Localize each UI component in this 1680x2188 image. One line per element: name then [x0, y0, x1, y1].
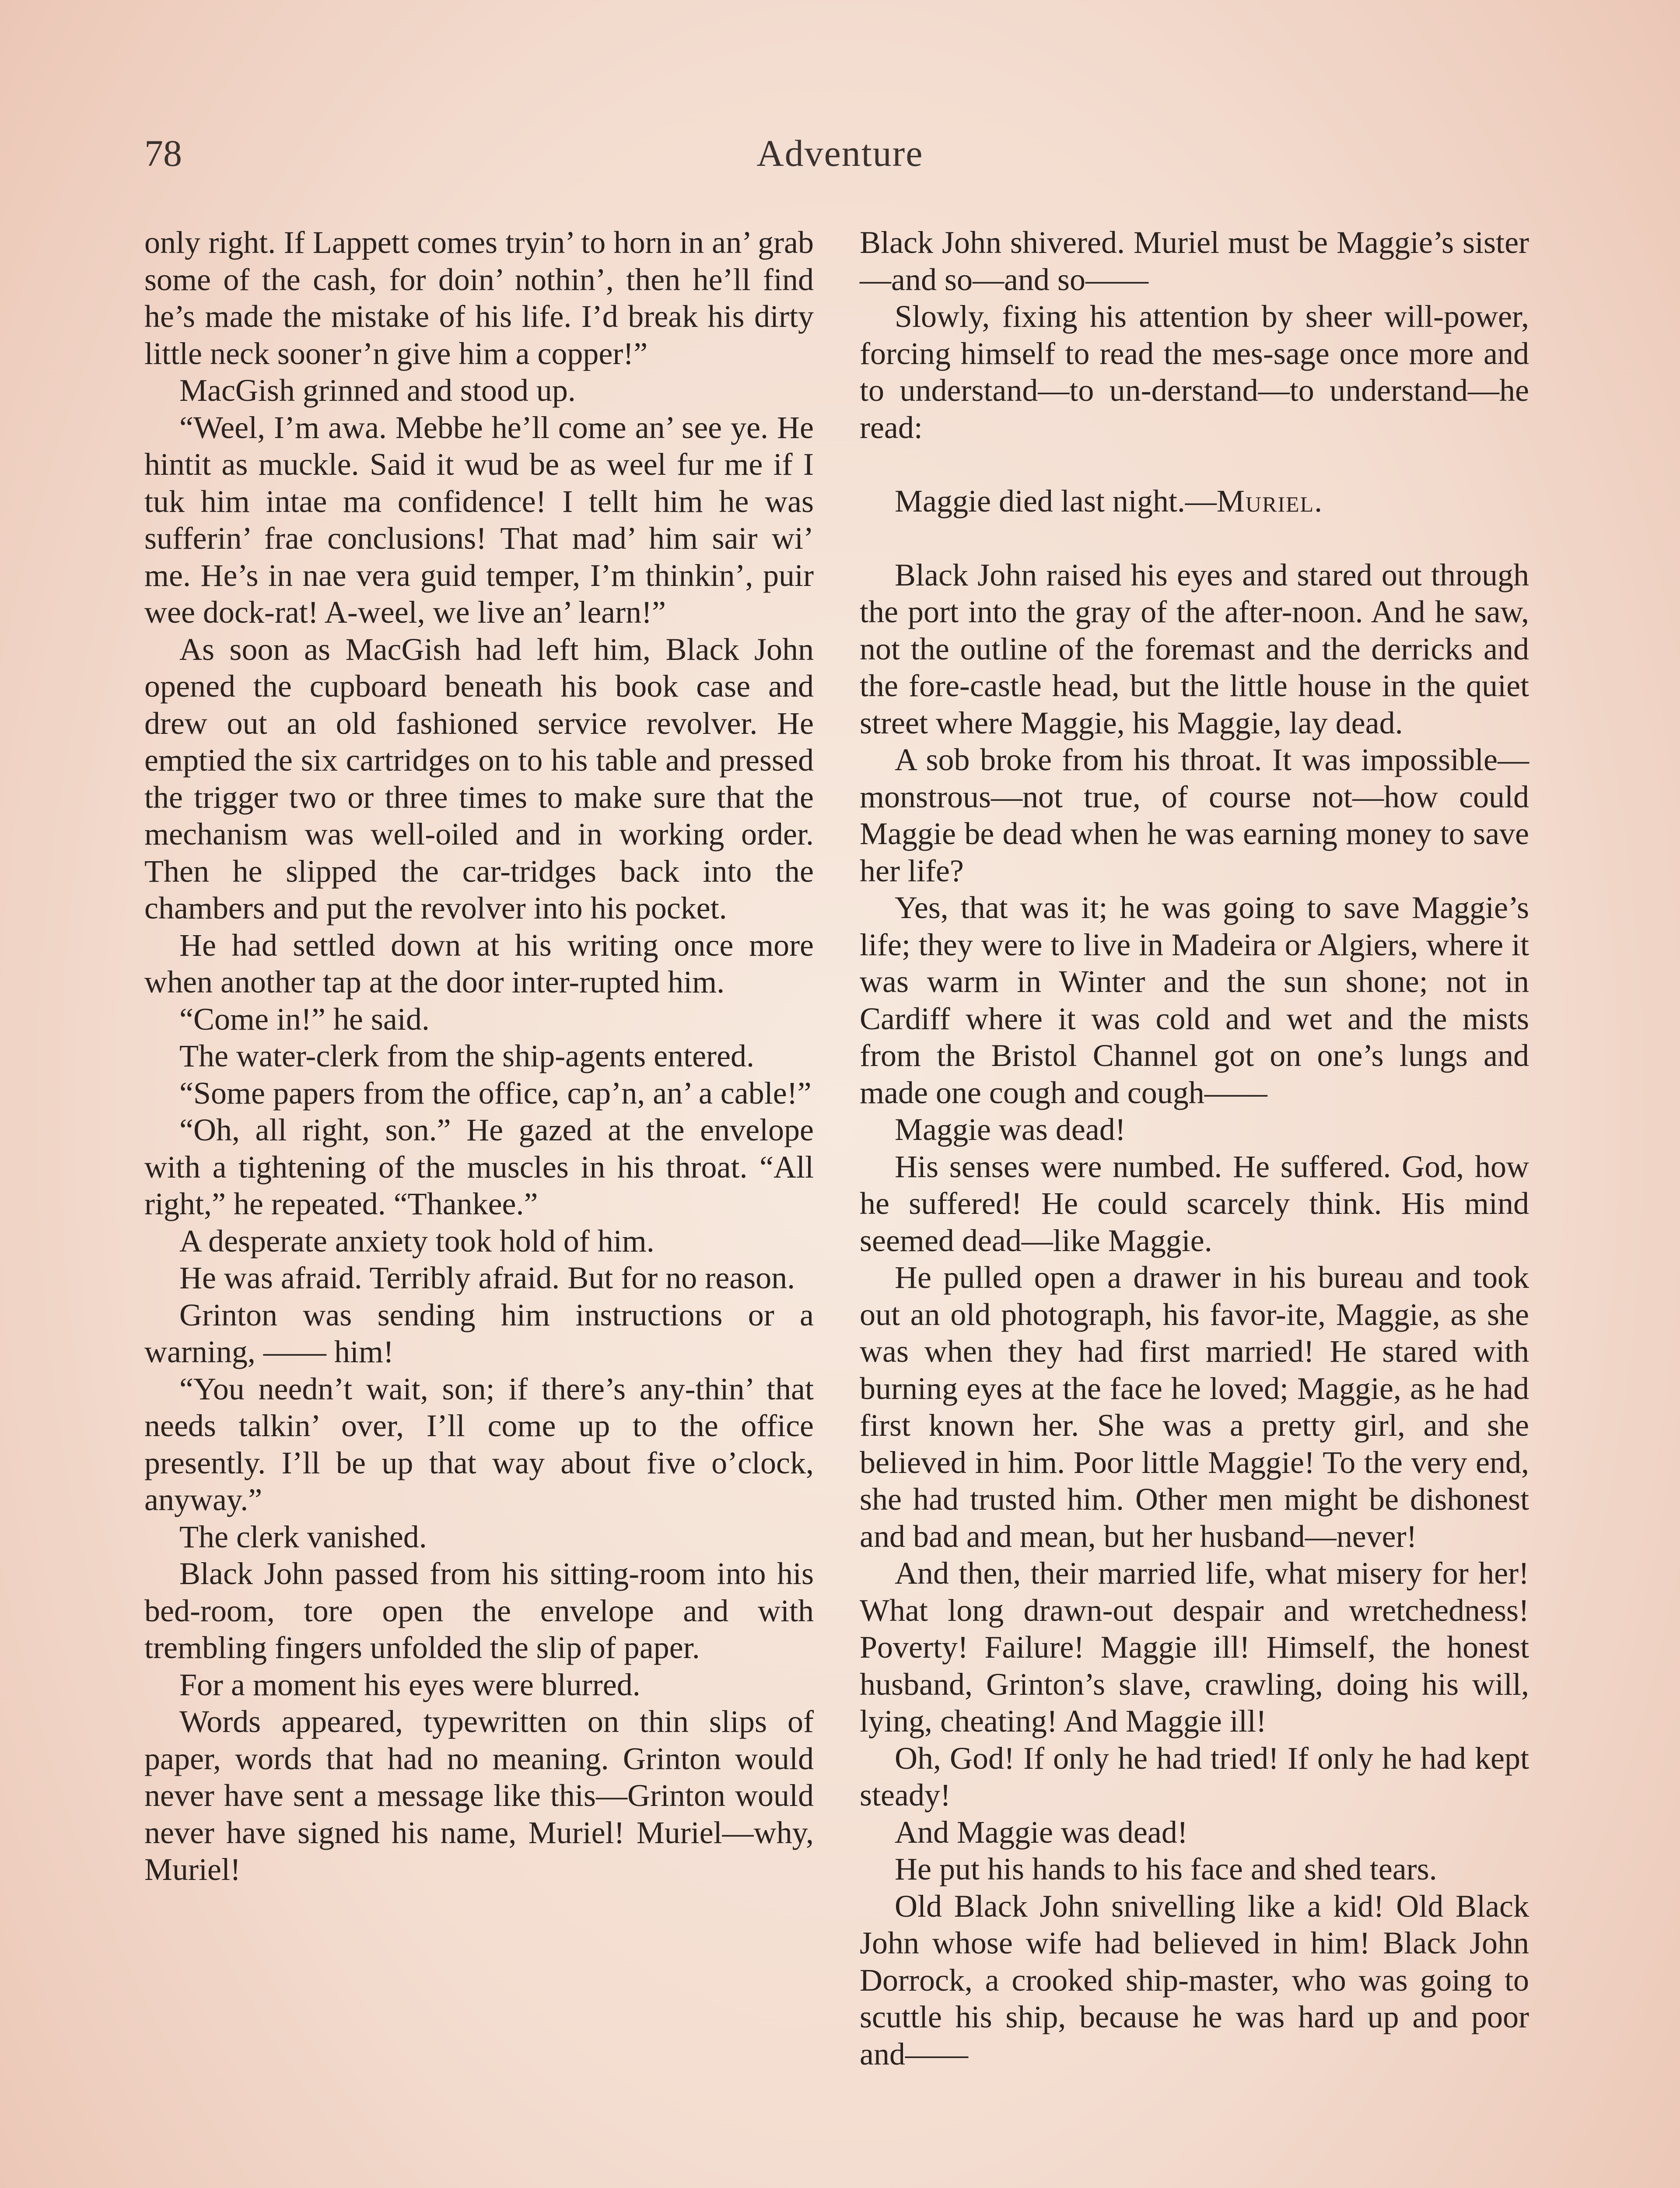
- paragraph: “Come in!” he said.: [179, 1001, 430, 1037]
- paragraph: Slowly, fixing his attention by sheer will-power, forcing himself to read the mes-sage once more and to understand—to un-derstand—to understand—he read:: [860, 299, 1529, 445]
- paragraph: “Some papers from the office, cap’n, an’ a cable!”: [179, 1075, 812, 1111]
- paragraph: Words appeared, typewritten on thin slips of paper, words that had no meaning. Grinton would never have sent a message like this—Grinton would never have signed his name, Muriel! Muriel—why, Muriel!: [144, 1704, 814, 1887]
- paragraph: “Oh, all right, son.” He gazed at the envelope with a tightening of the muscles in his throat. “All right,” he repeated. “Thankee.”: [144, 1112, 814, 1221]
- paragraph: He had settled down at his writing once more when another tap at the door inter-rupted him.: [144, 927, 814, 999]
- paragraph: And then, their married life, what misery for her! What long drawn-out despair and wretchedness! Poverty! Failure! Maggie ill! Himself, the honest husband, Grinton’s slave, crawling, doing his will, lying, cheating! And Maggie ill!: [860, 1556, 1529, 1739]
- paragraph: Black John shivered. Muriel must be Maggie’s sister—and so—and so——: [860, 225, 1529, 297]
- paragraph: Yes, that was it; he was going to save Maggie’s life; they were to live in Madeira or Algiers, where it was warm in Winter and the sun shone; not in Cardiff where it was cold and wet and the mists from the Bristol Channel got on one’s lungs and made one cough and cough——: [860, 890, 1529, 1110]
- paragraph: Black John passed from his sitting-room into his bed-room, tore open the envelope and with trembling fingers unfolded the slip of paper.: [144, 1556, 814, 1665]
- paragraph: He put his hands to his face and shed tears.: [895, 1851, 1437, 1886]
- paragraph: Black John raised his eyes and stared out through the port into the gray of the after-noon. And he saw, not the outline of the foremast and the derricks and the fore-castle head, but the little house in the quiet street where Maggie, his Maggie, lay dead.: [860, 557, 1529, 740]
- paragraph: His senses were numbed. He suffered. God, how he suffered! He could scarcely think. His mind seemed dead—like Maggie.: [860, 1149, 1529, 1258]
- right-column: [860, 224, 1529, 2072]
- paragraph: MacGish grinned and stood up.: [179, 373, 576, 408]
- paragraph: A sob broke from his throat. It was impossible—monstrous—not true, of course not—how could Maggie be dead when he was earning money to save her life?: [860, 742, 1529, 888]
- paragraph: “You needn’t wait, son; if there’s any-thin’ that needs talkin’ over, I’ll come up to the office presently. I’ll be up that way about five o’clock, anyway.”: [144, 1371, 814, 1517]
- paragraph: He was afraid. Terribly afraid. But for no reason.: [179, 1260, 795, 1295]
- paragraph: As soon as MacGish had left him, Black John opened the cupboard beneath his book case and drew out an old fashioned service revolver. He emptied the six cartridges on to his table and pressed the trigger two or three times to make sure that the mechanism was well-oiled and in working order. Then he slipped the car-tridges back into the chambers and put the revolver into his pocket.: [144, 631, 814, 926]
- paragraph: Old Black John snivelling like a kid! Old Black John whose wife had believed in him! Black John Dorrock, a crooked ship-master, who was going to scuttle his ship, because he was hard up and poor and——: [860, 1888, 1529, 2072]
- paragraph: For a moment his eyes were blurred.: [179, 1667, 640, 1702]
- telegram-text: Maggie died last night.—: [895, 484, 1217, 519]
- paragraph: “Weel, I’m awa. Mebbe he’ll come an’ see ye. He hintit as muckle. Said it wud be as weel fur me if I tuk him intae ma confidence! I tellt him he was sufferin’ frae conclusions! That mad’ him sair wi’ me. He’s in nae vera guid temper, I’m thinkin’, puir wee dock-rat! A-weel, we live an’ learn!”: [144, 410, 814, 630]
- paragraph: only right. If Lappett comes tryin’ to horn in an’ grab some of the cash, for doin’ nothin’, then he’ll find he’s made the mistake of his life. I’d break his dirty little neck sooner’n give him a copper!”: [144, 225, 814, 371]
- paragraph: Maggie was dead!: [895, 1112, 1126, 1147]
- telegram-message: [860, 483, 1529, 520]
- paragraph: A desperate anxiety took hold of him.: [179, 1223, 654, 1259]
- running-title: Adventure: [756, 132, 924, 174]
- paragraph: And Maggie was dead!: [895, 1814, 1188, 1850]
- paragraph: The clerk vanished.: [179, 1519, 427, 1554]
- paragraph: Grinton was sending him instructions or a warning, —— him!: [144, 1297, 814, 1369]
- paragraph: Oh, God! If only he had tried! If only he had kept steady!: [860, 1740, 1529, 1813]
- paragraph: He pulled open a drawer in his bureau and took out an old photograph, his favor-ite, Maggie, as she was when they had first married! He stared with burning eyes at the face he loved; Maggie, as he had first known her. She was a pretty girl, and she believed in him. Poor little Maggie! To the very end, she had trusted him. Other men might be dishonest and bad and mean, but her husband—never!: [860, 1260, 1529, 1554]
- left-column: [144, 224, 814, 1888]
- page-number: 78: [144, 132, 182, 174]
- paragraph: The water-clerk from the ship-agents entered.: [179, 1038, 754, 1073]
- page-header: [144, 127, 1536, 193]
- telegram-signature: Muriel.: [1216, 484, 1323, 519]
